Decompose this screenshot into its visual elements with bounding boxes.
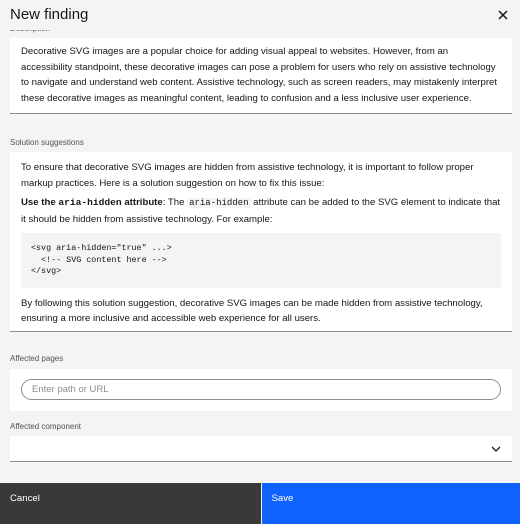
solution-after-bold: : The [162,197,188,209]
affected-component-select[interactable] [10,436,512,462]
affected-pages-field [10,369,512,411]
solution-instruction [21,195,501,227]
solution-suggestions-editor[interactable] [10,152,512,332]
affected-pages-input[interactable] [21,379,501,400]
solution-code-block: <svg aria-hidden="true" ...> <!-- SVG content here --> </svg> [21,233,501,288]
solution-suggestions-label: Solution suggestions [10,138,84,147]
affected-component-label: Affected component [10,422,82,431]
description-textarea[interactable] [10,38,512,114]
save-button[interactable]: Save [262,483,520,524]
dialog-title: New finding [10,6,89,23]
chevron-down-icon [490,444,502,454]
solution-conclusion: By following this solution suggestion, decorative SVG images can be made hidden from assistive technology, ensuring a more inclusive and accessible web experience for all users. [21,297,483,325]
solution-use-prefix: Use the [21,197,59,209]
solution-bold-code: aria-hidden [58,197,122,209]
solution-intro: To ensure that decorative SVG images are hidden from assistive technology, it is important to follow proper markup practices. Here is a solution suggestion on how to fix this issue: [21,162,474,189]
solution-bold-lead [21,197,163,208]
solution-inline-code: aria-hidden [189,198,249,209]
solution-use-suffix: attribute [121,197,163,209]
description-text: Decorative SVG images are a popular choice for adding visual appeal to websites. However, from an accessibility standpoint, these decorative images can pose a problem for users who rely on assistive technology to navigate and understand web content. Assistive technology, such as screen readers, may mistakenly interpret these decorative images as meaningful content, leading to confusion and a less inclusive user experience. [21,46,498,104]
close-button[interactable] [494,6,512,24]
cancel-button[interactable]: Cancel [0,483,261,524]
dialog-header [0,0,520,30]
close-icon [497,9,509,21]
dialog-footer [0,483,520,524]
solution-after-inline: attribute can be added to the SVG element to indicate that it should be hidden from assistive technology. For example: [21,197,501,225]
affected-pages-label: Affected pages [10,354,64,363]
